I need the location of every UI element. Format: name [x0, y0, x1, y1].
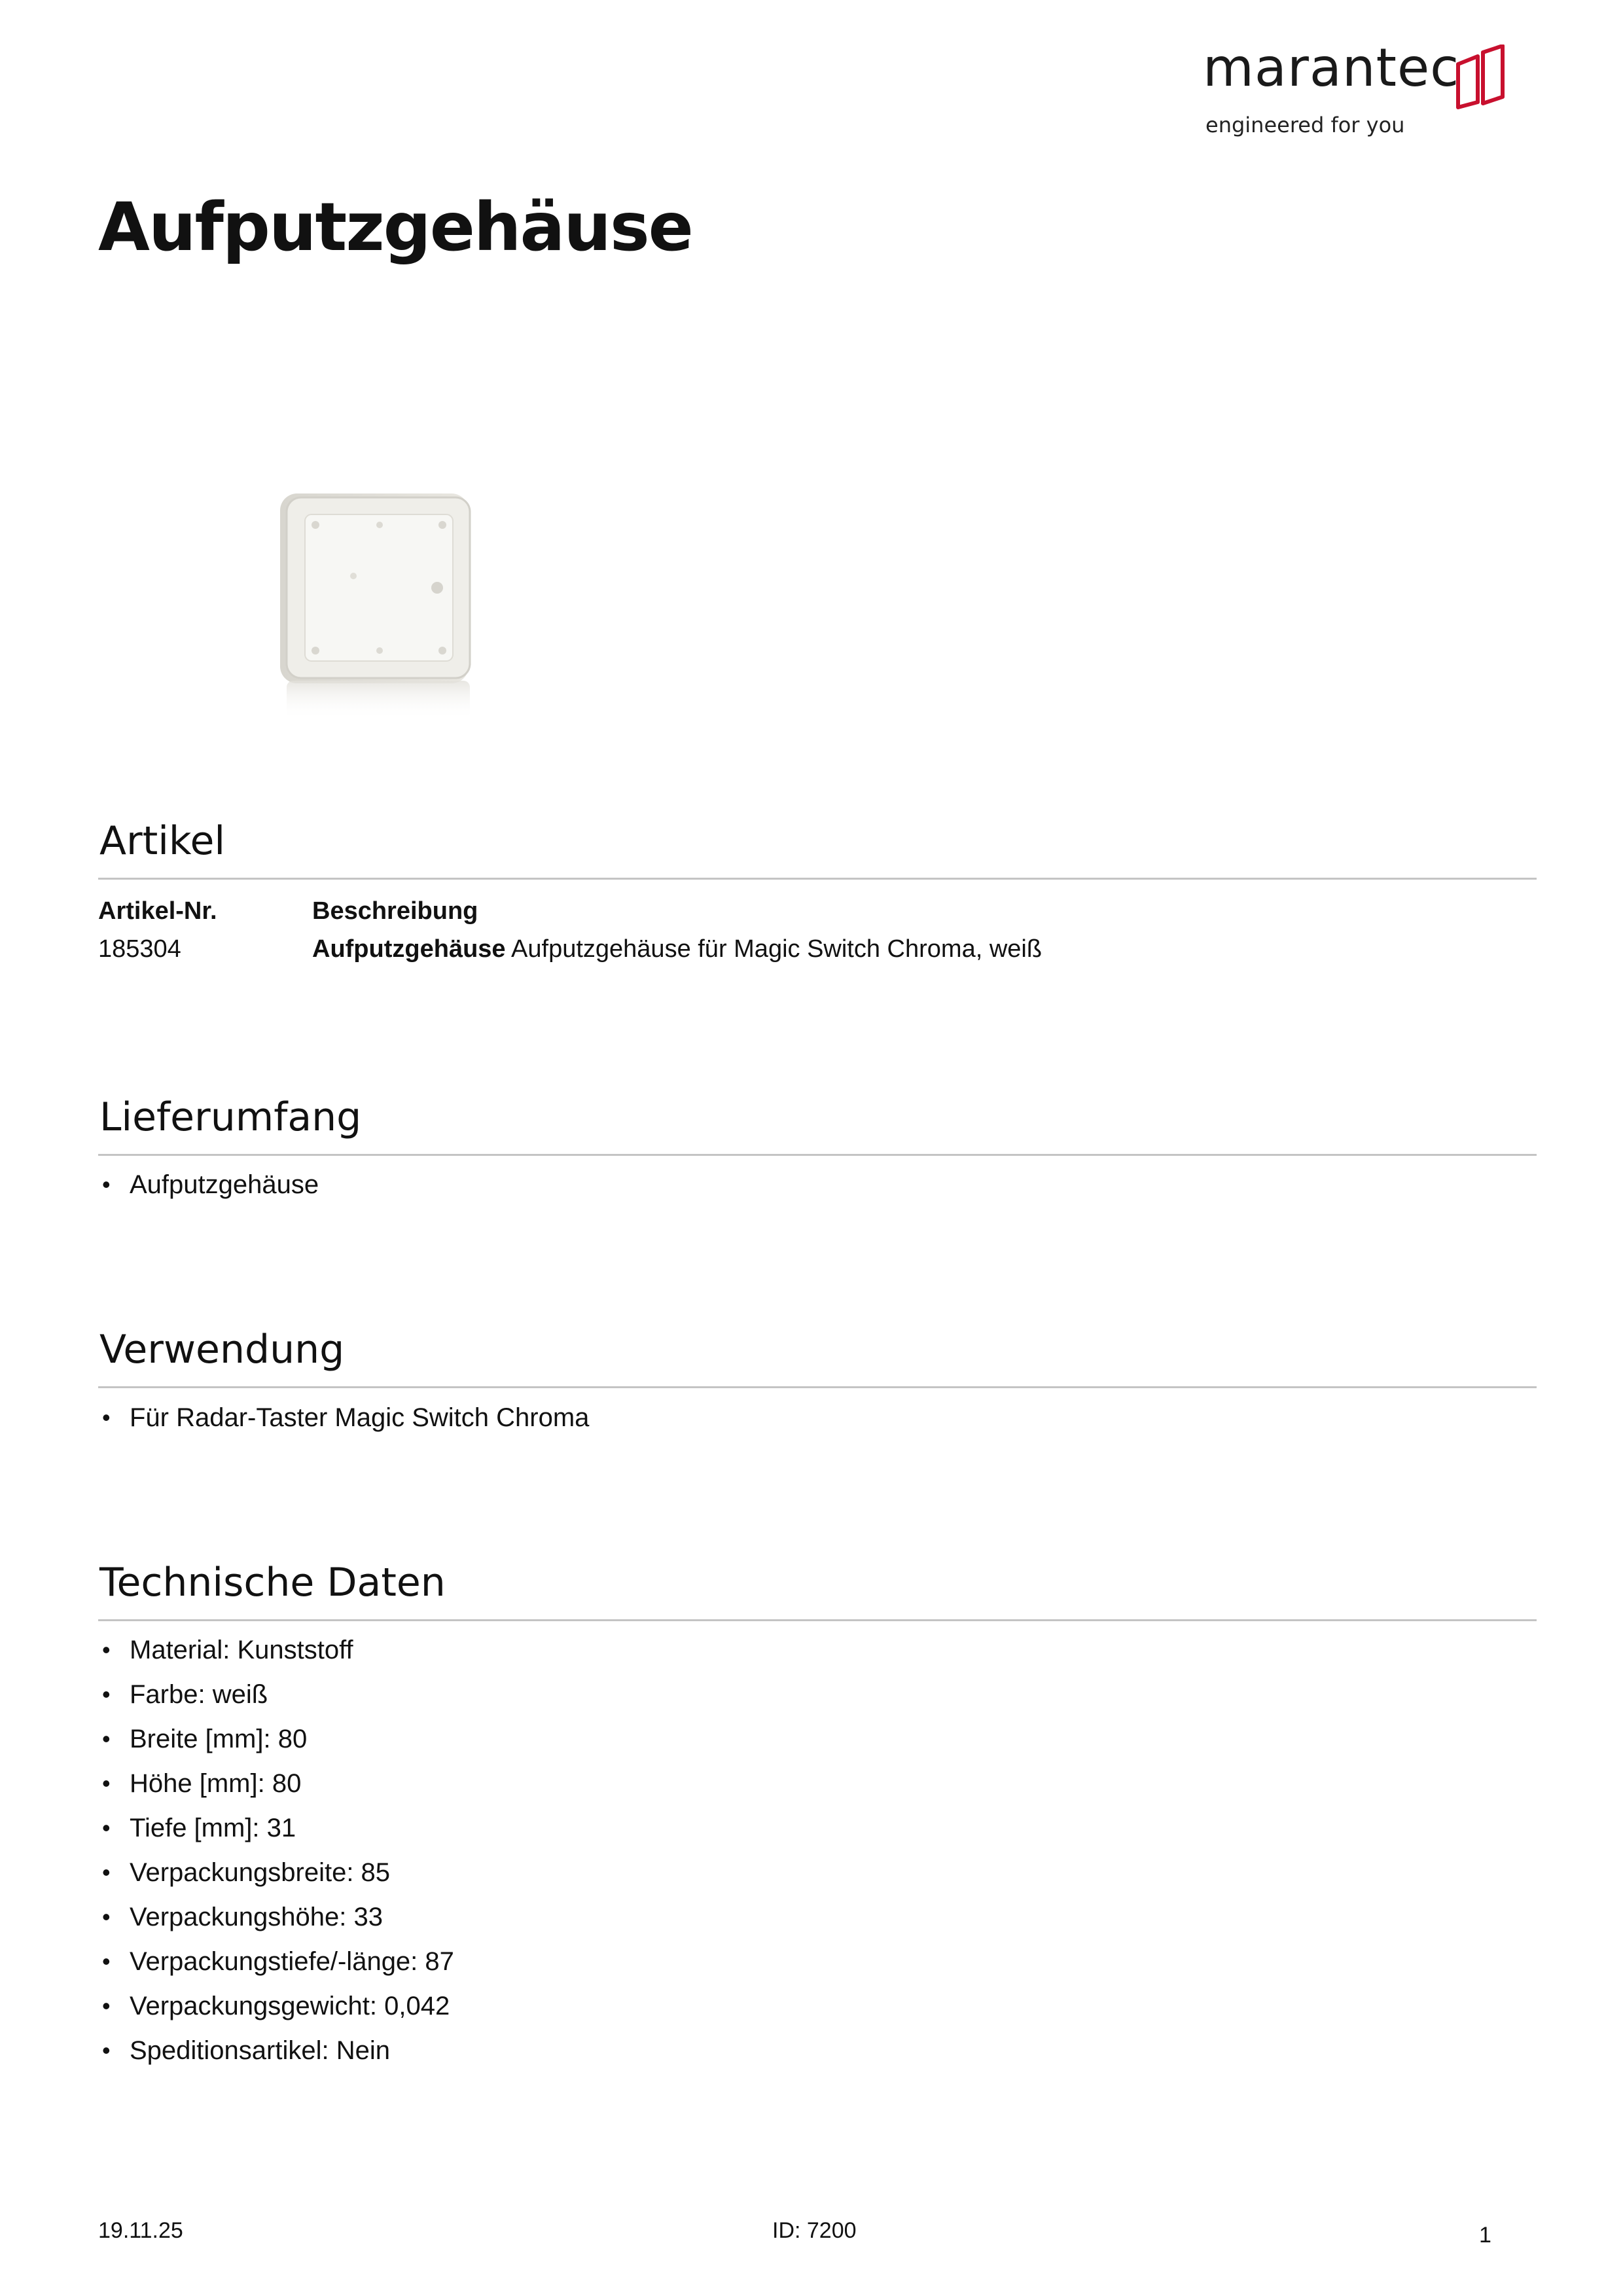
col-artikel-nr: Artikel-Nr. [98, 897, 217, 925]
artikel-divider [98, 878, 1537, 880]
artikel-name: Aufputzgehäuse [312, 935, 506, 963]
list-item: • Verpackungsbreite: 85 [98, 1857, 454, 1901]
brand-logo [1203, 39, 1504, 151]
brand-tagline: engineered for you [1205, 113, 1405, 137]
technische-daten-list [98, 1634, 454, 2079]
lieferumfang-divider [98, 1154, 1537, 1156]
lieferumfang-list [98, 1169, 319, 1213]
list-item: • Aufputzgehäuse [98, 1169, 319, 1213]
list-item: • Verpackungstiefe/-länge: 87 [98, 1946, 454, 1990]
list-item: • Verpackungshöhe: 33 [98, 1901, 454, 1946]
list-item: • Material: Kunststoff [98, 1634, 454, 1679]
brand-name: marantec [1203, 37, 1460, 98]
marantec-door-icon [1452, 45, 1510, 110]
artikel-description [312, 937, 1042, 961]
list-item: • Breite [mm]: 80 [98, 1723, 454, 1768]
list-item: • Farbe: weiß [98, 1679, 454, 1723]
footer-page-number: 1 [1479, 2223, 1491, 2248]
page-title: Aufputzgehäuse [98, 188, 692, 266]
footer-id: ID: 7200 [772, 2218, 857, 2243]
verwendung-divider [98, 1386, 1537, 1388]
artikel-description-text: Aufputzgehäuse für Magic Switch Chroma, weiß [511, 935, 1043, 963]
surface-mount-box-photo [275, 484, 484, 733]
col-beschreibung: Beschreibung [312, 897, 478, 925]
list-item: • Höhe [mm]: 80 [98, 1768, 454, 1812]
technische-daten-divider [98, 1619, 1537, 1621]
lieferumfang-heading: Lieferumfang [99, 1094, 362, 1140]
artikel-heading: Artikel [99, 818, 226, 864]
footer-date: 19.11.25 [98, 2218, 183, 2243]
list-item: • Verpackungsgewicht: 0,042 [98, 1990, 454, 2035]
list-item: • Für Radar-Taster Magic Switch Chroma [98, 1402, 589, 1446]
technische-daten-heading: Technische Daten [99, 1560, 446, 1605]
list-item: • Tiefe [mm]: 31 [98, 1812, 454, 1857]
verwendung-heading: Verwendung [99, 1327, 345, 1372]
list-item: • Speditionsartikel: Nein [98, 2035, 454, 2079]
artikel-nr-value: 185304 [98, 935, 181, 963]
verwendung-list [98, 1402, 589, 1446]
